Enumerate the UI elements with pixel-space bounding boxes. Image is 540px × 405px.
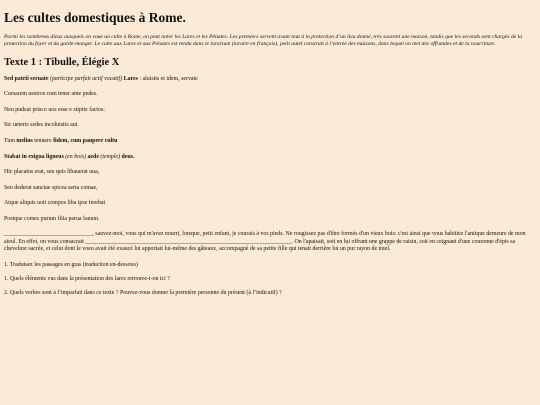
verse-1-bold-a: Sed patrii seruate bbox=[4, 75, 49, 82]
verse-9: Atque aliquis uoti compos liba ipse ferebat bbox=[4, 200, 106, 207]
question-3: 2. Quels verbes sont à l’imparfait dans ce texte ? Pouvez-vous donner la première personne du présent (à l’indicatif) ? bbox=[4, 290, 282, 297]
verse-5-bold-b: fidem, cum paupere cultu bbox=[53, 138, 118, 144]
verse-10: Postque comes purum filia parua fauum. bbox=[4, 215, 100, 222]
translation-paragraph: ______________________________, sauvez-moi, vous qui m'avez nourri, lorsque, petit enfant, je courais à vos pieds. Ne rougissez pas d'être formés d'un vieux bois: c'est ainsi que vous habitiez l'antique demeure de mon aïeul. En effet, on vous consacrait ______________________________________________________________________. On l'apaisait, soit en lui offrant une grappe de raisin, soit en ceignant d'une couronne d'épis sa chevelure sacrée, et celui dont le voeu avait été exaucé lui apportait lui-même des gâteaux, accompagné de sa petite fille qui tenait derrière lui un pur rayon de miel. bbox=[4, 231, 526, 253]
verse-7: Hic placatus erat, seu quis libauerat uua, bbox=[4, 169, 100, 176]
verse-6 bbox=[4, 154, 535, 161]
verse-5-c: tenuere bbox=[32, 138, 54, 144]
verse-6-note-b: (temple) bbox=[98, 153, 122, 160]
section-title: Texte 1 : Tibulle, Élégie X bbox=[4, 56, 120, 68]
verse-4: Sic ueteris sedes incoluistis aui. bbox=[4, 122, 79, 129]
verse-5 bbox=[4, 138, 535, 145]
verse-5-a: Tum bbox=[4, 138, 17, 144]
question-1: 1. Traduisez les passages en gras (traduction en-dessous) bbox=[4, 262, 138, 269]
verse-8: Seu dederat sanctae spicea serta comae, bbox=[4, 184, 98, 191]
verse-1-bold-b: Lares bbox=[123, 75, 138, 82]
verse-1-note: (participe parfait actif vocatif) bbox=[48, 75, 124, 82]
question-2: 1. Quels éléments vus dans la présentation des lares retrouve-t-on ici ? bbox=[4, 276, 170, 283]
verse-6-note-a: (en bois) bbox=[63, 153, 88, 160]
verse-5-bold-a: melius bbox=[16, 138, 33, 144]
verse-6-bold-a: Stabat in exigua ligneus bbox=[4, 153, 64, 160]
verse-6-bold-b: aede bbox=[87, 153, 99, 160]
verse-6-bold-c: deus. bbox=[121, 153, 135, 160]
page-title: Les cultes domestiques à Rome. bbox=[4, 10, 186, 25]
intro-paragraph: Parmi les nombreux dieux auxquels on voue un culte à Rome, on peut noter les Lares et les Pénates. Les premiers servent avant tout à la protection d’un lieu donné, très souvent une maison, tandis que les seconds sont chargés de la protection du foyer et du garde-manger. Le culte aux Lares et aux Pénates est rendu dans le lararium (laraire en français), petit autel construit à l’entrée des maisons, dans lequel on met des offrandes et de la nourriture. bbox=[4, 34, 523, 48]
verse-2: Cursarem uestros cum tener ante pedes. bbox=[4, 91, 98, 98]
verse-1 bbox=[4, 76, 535, 83]
verse-1-rest: : aluistis et idem, servate bbox=[137, 75, 198, 82]
verse-3: Neu pudeat prisco uos esse e stipite factos: bbox=[4, 106, 105, 113]
